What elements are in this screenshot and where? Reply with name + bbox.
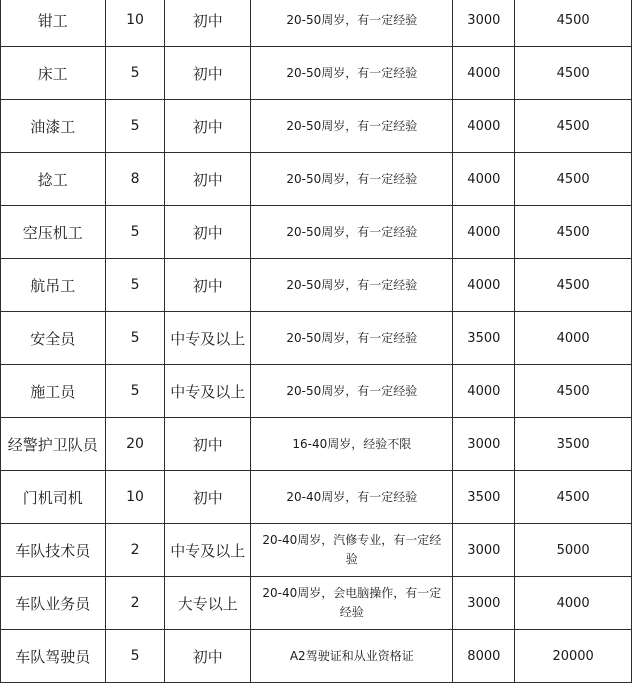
count-cell: 5 [105, 206, 165, 259]
requirement-cell [251, 577, 453, 630]
salary-max-cell: 4500 [515, 471, 632, 524]
requirement-text: 20-50周岁，有一定经验 [286, 171, 418, 186]
salary-min-cell: 3500 [453, 471, 515, 524]
requirement-text: A2驾驶证和从业资格证 [289, 648, 414, 663]
job-cell: 空压机工 [1, 206, 106, 259]
requirement-cell [251, 524, 453, 577]
salary-max-cell: 5000 [515, 524, 632, 577]
table-row [1, 100, 632, 153]
requirement-cell [251, 47, 453, 100]
salary-min-cell: 4000 [453, 100, 515, 153]
table-row [1, 47, 632, 100]
salary-min-cell: 3000 [453, 418, 515, 471]
requirement-text: 20-50周岁，有一定经验 [286, 224, 418, 239]
requirement-text: 20-40周岁，会电脑操作，有一定经验 [262, 586, 442, 619]
table-row [1, 577, 632, 630]
salary-min-cell: 4000 [453, 153, 515, 206]
education-cell: 中专及以上 [165, 524, 251, 577]
requirement-text: 16-40周岁，经验不限 [292, 436, 412, 451]
table-body [1, 0, 632, 683]
requirement-cell [251, 471, 453, 524]
requirement-cell [251, 630, 453, 683]
table-row [1, 153, 632, 206]
requirement-text: 20-50周岁，有一定经验 [286, 383, 418, 398]
requirement-cell [251, 365, 453, 418]
count-cell: 5 [105, 259, 165, 312]
education-cell: 初中 [165, 418, 251, 471]
requirement-text: 20-50周岁，有一定经验 [286, 118, 418, 133]
education-cell: 初中 [165, 630, 251, 683]
education-cell: 初中 [165, 47, 251, 100]
education-cell: 中专及以上 [165, 365, 251, 418]
education-cell: 初中 [165, 100, 251, 153]
table-row [1, 524, 632, 577]
job-cell: 航吊工 [1, 259, 106, 312]
requirement-text: 20-50周岁，有一定经验 [286, 330, 418, 345]
job-cell: 油漆工 [1, 100, 106, 153]
salary-max-cell: 3500 [515, 418, 632, 471]
salary-min-cell: 3000 [453, 524, 515, 577]
table-row [1, 312, 632, 365]
table-row [1, 365, 632, 418]
education-cell: 大专以上 [165, 577, 251, 630]
requirement-text: 20-40周岁，有一定经验 [286, 489, 418, 504]
salary-max-cell: 4500 [515, 259, 632, 312]
job-cell: 施工员 [1, 365, 106, 418]
count-cell: 10 [105, 0, 165, 47]
count-cell: 5 [105, 47, 165, 100]
job-cell: 经警护卫队员 [1, 418, 106, 471]
salary-max-cell: 4000 [515, 312, 632, 365]
requirement-cell [251, 153, 453, 206]
salary-max-cell: 4500 [515, 100, 632, 153]
job-cell: 门机司机 [1, 471, 106, 524]
job-cell: 车队业务员 [1, 577, 106, 630]
table-row [1, 259, 632, 312]
salary-min-cell: 3000 [453, 577, 515, 630]
count-cell: 5 [105, 312, 165, 365]
education-cell: 初中 [165, 206, 251, 259]
requirement-cell [251, 312, 453, 365]
count-cell: 8 [105, 153, 165, 206]
count-cell: 2 [105, 524, 165, 577]
count-cell: 2 [105, 577, 165, 630]
job-cell: 车队驾驶员 [1, 630, 106, 683]
salary-min-cell: 4000 [453, 206, 515, 259]
salary-max-cell: 4500 [515, 0, 632, 47]
salary-max-cell: 4500 [515, 47, 632, 100]
requirement-text: 20-50周岁，有一定经验 [286, 277, 418, 292]
requirement-cell [251, 206, 453, 259]
job-cell: 钳工 [1, 0, 106, 47]
salary-max-cell: 20000 [515, 630, 632, 683]
table-row [1, 471, 632, 524]
job-cell: 捻工 [1, 153, 106, 206]
salary-min-cell: 4000 [453, 47, 515, 100]
requirement-cell [251, 0, 453, 47]
count-cell: 5 [105, 365, 165, 418]
education-cell: 初中 [165, 0, 251, 47]
table-row [1, 418, 632, 471]
salary-max-cell: 4000 [515, 577, 632, 630]
job-cell: 安全员 [1, 312, 106, 365]
salary-max-cell: 4500 [515, 365, 632, 418]
education-cell: 中专及以上 [165, 312, 251, 365]
requirement-cell [251, 100, 453, 153]
requirement-text: 20-50周岁，有一定经验 [286, 65, 418, 80]
salary-min-cell: 8000 [453, 630, 515, 683]
requirement-cell [251, 259, 453, 312]
salary-min-cell: 4000 [453, 365, 515, 418]
salary-max-cell: 4500 [515, 153, 632, 206]
count-cell: 5 [105, 100, 165, 153]
requirement-text: 20-50周岁，有一定经验 [286, 12, 418, 27]
job-cell: 车队技术员 [1, 524, 106, 577]
education-cell: 初中 [165, 153, 251, 206]
table-row [1, 0, 632, 47]
salary-min-cell: 3500 [453, 312, 515, 365]
salary-max-cell: 4500 [515, 206, 632, 259]
education-cell: 初中 [165, 259, 251, 312]
requirement-cell [251, 418, 453, 471]
count-cell: 20 [105, 418, 165, 471]
table-row [1, 206, 632, 259]
job-cell: 床工 [1, 47, 106, 100]
count-cell: 5 [105, 630, 165, 683]
salary-min-cell: 3000 [453, 0, 515, 47]
table-row [1, 630, 632, 683]
requirement-text: 20-40周岁，汽修专业，有一定经验 [262, 533, 442, 566]
education-cell: 初中 [165, 471, 251, 524]
count-cell: 10 [105, 471, 165, 524]
salary-min-cell: 4000 [453, 259, 515, 312]
